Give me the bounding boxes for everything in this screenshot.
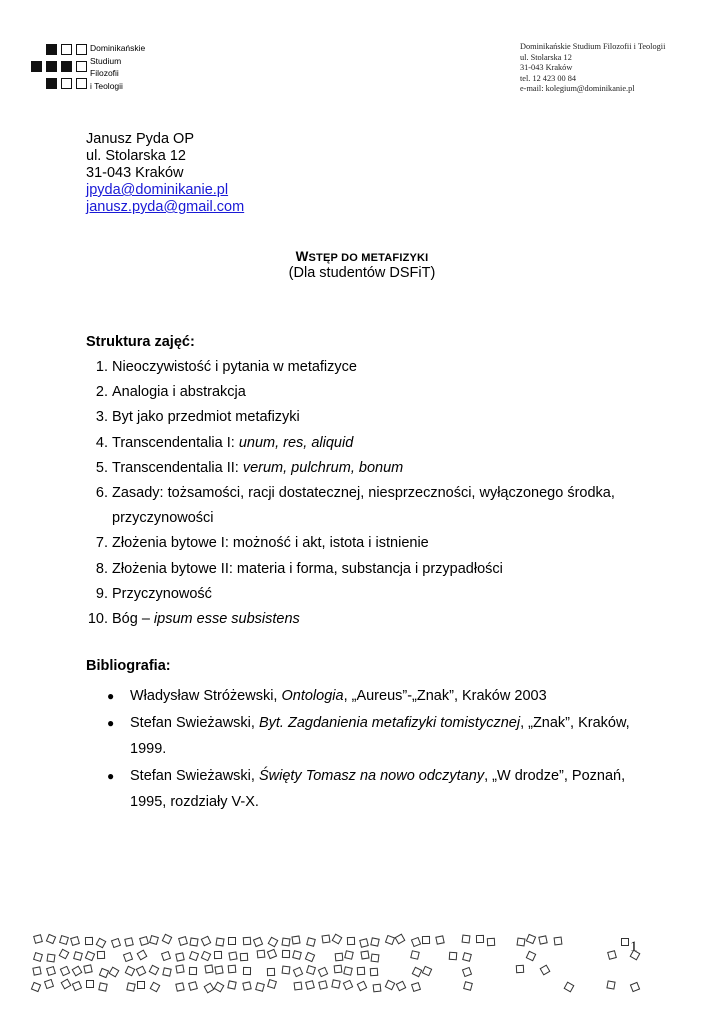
decorative-square: [243, 967, 251, 975]
decorative-squares-icon: [28, 935, 708, 1005]
decorative-square: [178, 936, 188, 946]
decorative-square: [61, 979, 72, 990]
decorative-square: [267, 979, 277, 989]
decorative-square: [318, 980, 328, 990]
entry-publisher: , „Aureus”-„Znak”, Kraków 2003: [343, 688, 547, 704]
logo-line: Studium: [90, 55, 122, 66]
decorative-square: [46, 934, 56, 944]
decorative-square: [70, 936, 80, 946]
decorative-square: [122, 952, 132, 962]
decorative-square: [422, 936, 430, 944]
decorative-square: [630, 982, 640, 992]
item-italic: ipsum esse subsistens: [153, 611, 300, 628]
document-title: [0, 249, 724, 264]
decorative-square: [86, 980, 94, 988]
decorative-square: [137, 981, 145, 989]
decorative-square: [357, 967, 365, 975]
bullet-icon: ●: [107, 715, 115, 730]
decorative-square: [395, 934, 406, 945]
decorative-square: [31, 982, 41, 992]
structure-heading: Struktura zajęć:: [86, 334, 195, 350]
list-item: [86, 531, 646, 556]
decorative-square: [411, 950, 421, 960]
decorative-square: [293, 967, 304, 978]
decorative-square: [175, 965, 184, 974]
decorative-square: [99, 982, 108, 991]
decorative-square: [293, 981, 302, 990]
page-number: 1: [630, 939, 638, 955]
list-item: [86, 607, 646, 632]
item-number: 6.: [95, 485, 108, 502]
list-item: [86, 456, 646, 481]
decorative-square: [293, 950, 303, 960]
institution-line: tel. 12 423 00 84: [520, 73, 576, 83]
decorative-square: [84, 965, 93, 974]
decorative-square: [526, 934, 536, 944]
decorative-square: [175, 982, 184, 991]
decorative-square: [334, 953, 343, 962]
decorative-square: [149, 965, 160, 976]
decorative-square: [305, 951, 315, 961]
decorative-square: [331, 934, 342, 945]
list-item: [86, 763, 646, 816]
decorative-square: [255, 982, 265, 992]
decorative-square: [85, 937, 93, 945]
title-rest: STĘP DO METAFIZYKI: [308, 252, 429, 264]
decorative-square: [564, 981, 575, 992]
item-number: 5.: [95, 459, 108, 476]
decorative-square: [96, 937, 107, 948]
decorative-square: [461, 967, 471, 977]
decorative-square: [85, 951, 95, 961]
item-text: Transcendentalia I:: [112, 434, 239, 451]
decorative-square: [44, 979, 54, 989]
decorative-square: [189, 937, 198, 946]
decorative-square: [334, 965, 343, 974]
entry-title: Święty Tomasz na nowo odczytany: [258, 767, 485, 784]
bullet-icon: ●: [107, 768, 115, 783]
decorative-square: [268, 937, 279, 948]
decorative-square: [227, 981, 236, 990]
decorative-square: [282, 966, 291, 975]
decorative-square: [321, 934, 330, 943]
decorative-square: [162, 967, 171, 976]
decorative-square: [204, 965, 213, 974]
decorative-square: [357, 981, 368, 992]
list-item: [86, 557, 646, 582]
item-text: Transcendentalia II:: [112, 459, 243, 476]
logo: [30, 42, 160, 92]
decorative-square: [188, 981, 198, 991]
decorative-square: [109, 967, 120, 978]
decorative-square: [73, 951, 83, 961]
decorative-square: [228, 937, 236, 945]
decorative-square: [539, 935, 548, 944]
item-number: 8.: [95, 560, 108, 577]
item-text: Zasady: tożsamości, racji dostatecznej, niesprzeczności, wyłączonego środka, przyczynowości: [112, 485, 615, 527]
list-item: [86, 405, 646, 430]
decorative-square: [201, 935, 212, 946]
item-italic: unum, res, aliquid: [238, 434, 354, 451]
logo-line: i Teologii: [90, 80, 123, 91]
email-link-primary[interactable]: jpyda@dominikanie.pl: [86, 182, 229, 198]
decorative-square: [32, 966, 41, 975]
decorative-square: [282, 937, 291, 946]
item-text: Bóg –: [112, 611, 154, 628]
decorative-square: [525, 950, 536, 961]
decorative-square: [422, 965, 433, 976]
bullet-icon: ●: [107, 689, 115, 703]
institution-line: Dominikańskie Studium Filozofii i Teologii: [520, 42, 666, 51]
decorative-square: [344, 950, 354, 960]
decorative-square: [370, 968, 379, 977]
list-item: [86, 481, 646, 531]
decorative-square: [630, 950, 641, 961]
item-number: 7.: [95, 535, 108, 552]
item-number: 2.: [95, 384, 108, 401]
institution-line: ul. Stolarska 12: [520, 52, 572, 62]
decorative-square: [215, 937, 224, 946]
decorative-square: [137, 950, 148, 961]
decorative-square: [72, 981, 82, 991]
decorative-square: [292, 936, 301, 945]
decorative-square: [214, 951, 222, 959]
item-number: 9.: [95, 585, 108, 602]
entry-publisher: , „Znak”, Kraków, 1999.: [130, 714, 630, 757]
decorative-square: [175, 952, 184, 961]
decorative-square: [124, 937, 134, 947]
item-text: Przyczynowość: [112, 585, 212, 602]
list-item: [86, 710, 646, 763]
item-number: 10.: [87, 611, 108, 628]
decorative-square: [228, 951, 237, 960]
logo-line: Filozofii: [90, 68, 119, 78]
decorative-square: [149, 935, 159, 945]
decorative-square: [111, 938, 121, 948]
decorative-square: [253, 937, 263, 947]
decorative-square: [201, 950, 212, 961]
entry-title: Ontologia: [281, 688, 344, 704]
decorative-square: [125, 966, 136, 977]
list-item: [86, 355, 646, 380]
decorative-square: [243, 937, 252, 946]
decorative-square: [189, 967, 197, 975]
decorative-square: [463, 981, 473, 991]
author-name: Janusz Pyda OP: [86, 131, 194, 147]
decorative-square: [139, 936, 149, 946]
institution-line: e-mail: kolegium@dominikanie.pl: [520, 84, 635, 94]
logo-squares-icon: [30, 42, 92, 92]
list-item: [86, 380, 646, 405]
decorative-square: [33, 952, 43, 962]
list-item: [86, 431, 646, 456]
document-subtitle: (Dla studentów DSFiT): [288, 265, 436, 281]
logo-text: [90, 42, 145, 92]
decorative-square: [46, 966, 56, 976]
list-item: [86, 683, 646, 710]
logo-line: Dominikańskie: [90, 43, 146, 53]
decorative-square: [343, 979, 354, 990]
entry-author: Władysław Stróżewski,: [130, 688, 282, 704]
item-italic: verum, pulchrum, bonum: [242, 459, 404, 476]
decorative-square: [411, 982, 421, 992]
list-item: [86, 582, 646, 607]
decorative-square: [228, 965, 237, 974]
decorative-square: [436, 935, 445, 944]
decorative-square: [98, 968, 108, 978]
decorative-square: [256, 950, 265, 959]
decorative-square: [359, 938, 369, 948]
institution-line: 31-043 Kraków: [520, 63, 573, 73]
decorative-square: [343, 966, 353, 976]
entry-publisher: , „W drodze”, Poznań, 1995, rozdziały V-X.: [130, 767, 626, 810]
decorative-square: [306, 937, 316, 947]
title-initial: W: [295, 249, 309, 264]
item-text: Złożenia bytowe II: materia i forma, substancja i przypadłości: [112, 560, 503, 577]
item-text: Nieoczywistość i pytania w metafizyce: [112, 359, 357, 375]
decorative-square: [554, 936, 563, 945]
decorative-square: [59, 966, 70, 977]
decorative-square: [373, 983, 382, 992]
author-city: 31-043 Kraków: [86, 165, 184, 181]
decorative-square: [267, 968, 275, 976]
entry-author: Stefan Swieżawski,: [130, 767, 259, 784]
decorative-square: [360, 951, 369, 960]
decorative-square: [306, 980, 316, 990]
decorative-square: [411, 937, 421, 947]
item-number: 3.: [95, 409, 108, 426]
decorative-square: [516, 937, 525, 946]
decorative-square: [412, 967, 423, 978]
decorative-square: [347, 937, 355, 945]
decorative-square: [540, 964, 551, 975]
decorative-square: [136, 966, 147, 977]
decorative-square: [71, 965, 82, 976]
structure-list: [86, 355, 646, 632]
decorative-square: [306, 965, 316, 975]
decorative-square: [318, 967, 329, 978]
item-number: 4.: [95, 434, 108, 451]
decorative-square: [332, 980, 341, 989]
author-street: ul. Stolarska 12: [86, 148, 186, 164]
decorative-square: [607, 980, 616, 989]
decorative-square: [607, 950, 617, 960]
author-block: [86, 131, 244, 216]
decorative-square: [150, 982, 161, 993]
decorative-square: [462, 952, 472, 962]
decorative-square: [59, 935, 69, 945]
decorative-square: [240, 953, 248, 961]
institution-address: [520, 42, 665, 95]
decorative-square: [243, 981, 252, 990]
decorative-square: [370, 937, 379, 946]
decorative-square: [189, 950, 199, 960]
decorative-square: [162, 934, 173, 945]
item-text: Byt jako przedmiot metafizyki: [112, 409, 300, 426]
decorative-square: [266, 949, 276, 959]
item-text: Analogia i abstrakcja: [112, 384, 246, 401]
decorative-square: [449, 952, 458, 961]
decorative-square: [282, 950, 290, 958]
item-number: 1.: [95, 359, 108, 375]
decorative-square: [126, 982, 135, 991]
decorative-square: [476, 935, 484, 943]
decorative-square: [370, 953, 379, 962]
decorative-square: [33, 935, 43, 945]
decorative-square: [515, 965, 523, 973]
item-text: Złożenia bytowe I: możność i akt, istota i istnienie: [112, 535, 429, 552]
email-link-secondary[interactable]: janusz.pyda@gmail.com: [86, 199, 245, 215]
decorative-square: [214, 982, 225, 993]
decorative-square: [461, 935, 470, 944]
decorative-square: [621, 938, 629, 946]
decorative-square: [214, 965, 223, 974]
decorative-square: [396, 981, 407, 992]
decorative-square: [161, 950, 171, 960]
decorative-square: [47, 953, 56, 962]
bibliography-heading: Bibliografia:: [86, 658, 171, 674]
decorative-square: [97, 951, 105, 959]
entry-author: Stefan Swieżawski,: [130, 714, 259, 731]
decorative-square: [58, 949, 69, 960]
decorative-square: [487, 938, 495, 946]
decorative-square: [384, 979, 395, 990]
entry-title: Byt. Zagdanienia metafizyki tomistycznej: [258, 714, 521, 731]
bibliography-list: [86, 683, 646, 816]
